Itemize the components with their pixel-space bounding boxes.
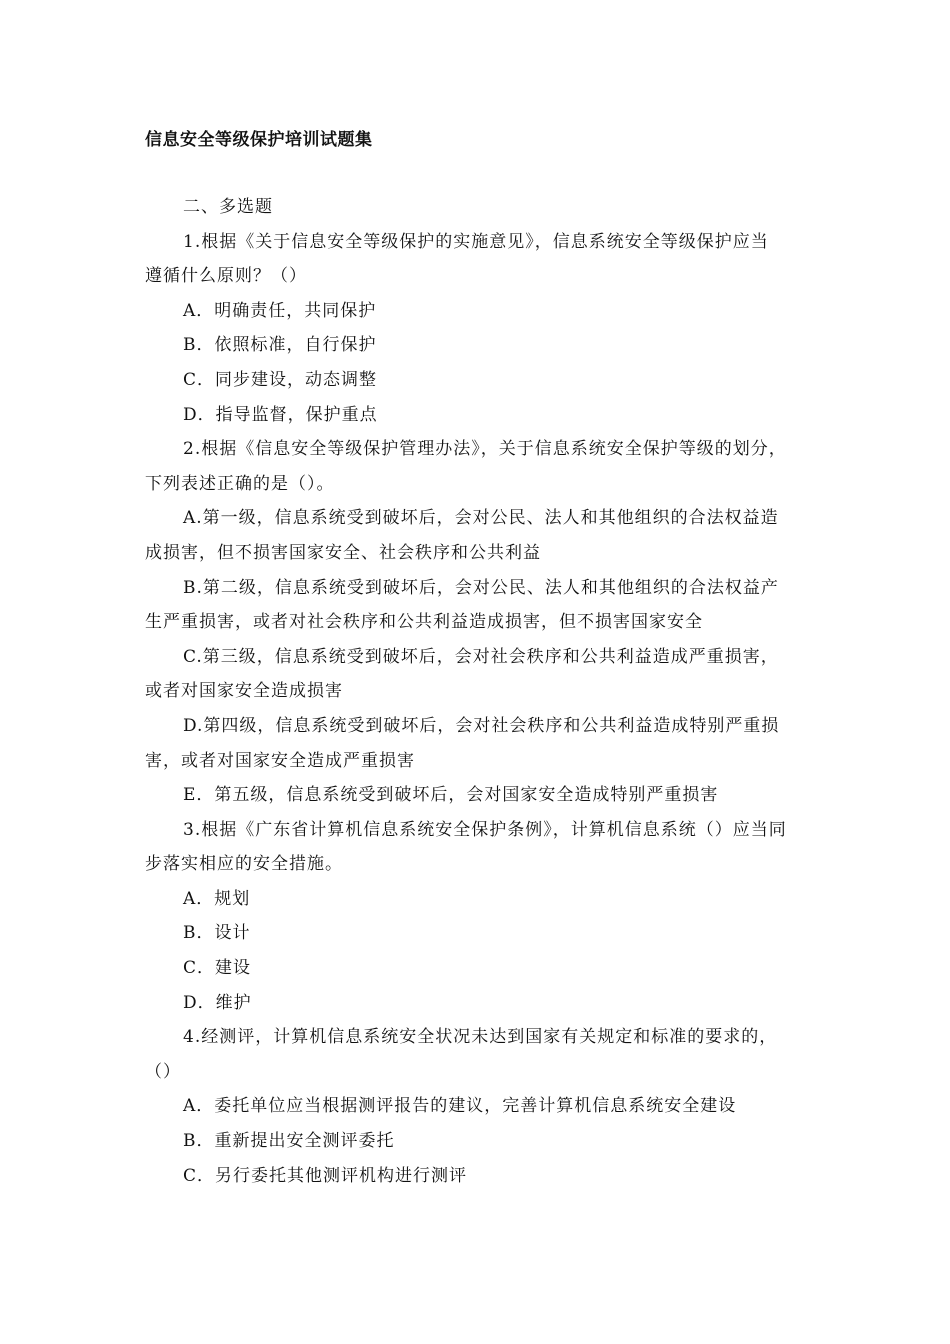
question-3-option-c: C．建设	[183, 958, 252, 979]
question-2-option-c-line-2: 或者对国家安全造成损害	[145, 681, 343, 702]
section-heading: 二、多选题	[183, 197, 273, 217]
question-1	[145, 225, 810, 433]
question-3-option-d: D．维护	[183, 992, 252, 1013]
question-4-option-c: C．另行委托其他测评机构进行测评	[183, 1165, 468, 1186]
question-2-stem-line-2: 下列表述正确的是（）。	[145, 473, 335, 494]
question-2-stem-line-1: 2.根据《信息安全等级保护管理办法》，关于信息系统安全保护等级的划分，	[183, 439, 787, 460]
question-1-stem-line-2: 遵循什么原则？（）	[145, 266, 307, 287]
question-2-option-e: E．第五级，信息系统受到破坏后，会对国家安全造成特别严重损害	[183, 785, 719, 806]
question-4	[145, 1020, 810, 1193]
question-2	[145, 432, 810, 813]
question-4-option-a: A．委托单位应当根据测评报告的建议，完善计算机信息系统安全建设	[183, 1096, 737, 1117]
document-title: 信息安全等级保护培训试题集	[145, 130, 373, 150]
question-1-option-a: A．明确责任，共同保护	[183, 300, 377, 321]
question-3-stem-line-1: 3.根据《广东省计算机信息系统安全保护条例》，计算机信息系统（）应当同	[183, 819, 787, 840]
question-3-stem-line-2: 步落实相应的安全措施。	[145, 854, 343, 875]
question-4-stem-line-1: 4.经测评，计算机信息系统安全状况未达到国家有关规定和标准的要求的，	[183, 1027, 778, 1048]
question-3-option-b: B．设计	[183, 923, 251, 944]
question-2-option-b-line-2: 生严重损害，或者对社会秩序和公共利益造成损害，但不损害国家安全	[145, 612, 703, 633]
question-4-stem-line-2: （）	[145, 1061, 181, 1082]
question-2-option-a-line-2: 成损害，但不损害国家安全、社会秩序和公共利益	[145, 542, 541, 563]
question-2-option-d-line-1: D.第四级，信息系统受到破坏后，会对社会秩序和公共利益造成特别严重损	[183, 715, 780, 736]
question-2-option-b-line-1: B.第二级，信息系统受到破坏后，会对公民、法人和其他组织的合法权益产	[183, 577, 779, 598]
question-3-option-a: A．规划	[183, 888, 251, 909]
question-1-option-b: B．依照标准，自行保护	[183, 335, 377, 356]
document-body	[145, 190, 810, 1193]
question-2-option-a-line-1: A.第一级，信息系统受到破坏后，会对公民、法人和其他组织的合法权益造	[183, 508, 779, 529]
question-1-stem-line-1: 1.根据《关于信息安全等级保护的实施意见》，信息系统安全等级保护应当	[183, 231, 769, 252]
question-2-option-d-line-2: 害，或者对国家安全造成严重损害	[145, 750, 415, 771]
question-4-option-b: B．重新提出安全测评委托	[183, 1131, 395, 1152]
question-3	[145, 813, 810, 1021]
question-2-option-c-line-1: C.第三级，信息系统受到破坏后，会对社会秩序和公共利益造成严重损害，	[183, 646, 779, 667]
question-1-option-c: C．同步建设，动态调整	[183, 369, 378, 390]
question-1-option-d: D．指导监督，保护重点	[183, 404, 378, 425]
